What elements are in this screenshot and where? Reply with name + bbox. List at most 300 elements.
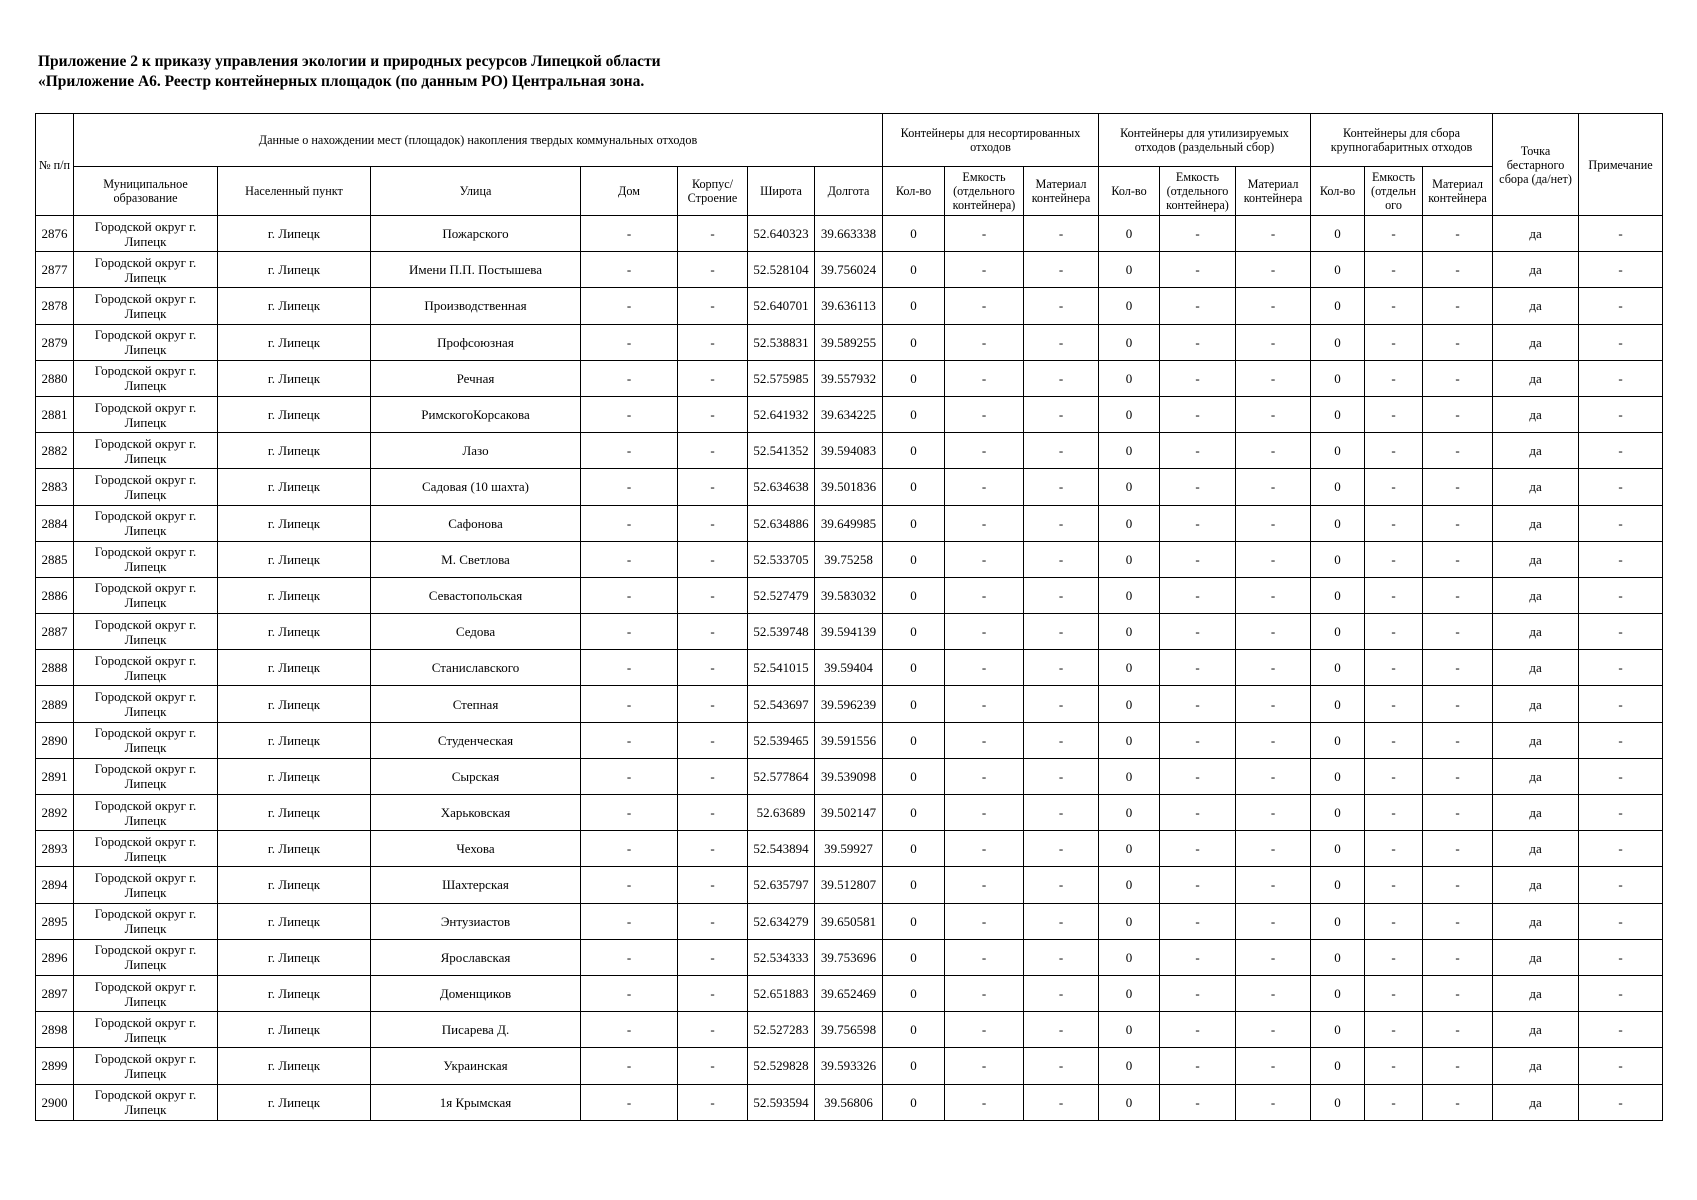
- cell-bulky-quantity: 0: [1311, 577, 1365, 613]
- header-bulk-collection-point: Точка бестарного сбора (да/нет): [1493, 114, 1579, 216]
- cell-row-number: 2879: [36, 324, 74, 360]
- cell-recyclable-capacity: -: [1160, 903, 1236, 939]
- cell-latitude: 52.635797: [748, 867, 815, 903]
- cell-unsorted-quantity: 0: [883, 396, 945, 432]
- cell-bulk-collection-point: да: [1493, 867, 1579, 903]
- cell-house: -: [581, 469, 678, 505]
- cell-settlement: г. Липецк: [218, 541, 371, 577]
- cell-house: -: [581, 433, 678, 469]
- cell-bulky-capacity: -: [1365, 650, 1423, 686]
- cell-longitude: 39.591556: [815, 722, 883, 758]
- cell-bulk-collection-point: да: [1493, 722, 1579, 758]
- cell-bulk-collection-point: да: [1493, 650, 1579, 686]
- cell-note: -: [1579, 216, 1663, 252]
- cell-recyclable-capacity: -: [1160, 505, 1236, 541]
- cell-recyclable-material: -: [1236, 686, 1311, 722]
- cell-recyclable-quantity: 0: [1099, 252, 1160, 288]
- document-title: [38, 52, 661, 92]
- cell-municipality: Городской округ г. Липецк: [74, 577, 218, 613]
- table-row: [36, 577, 1663, 613]
- header-recyclable-quantity: Кол-во: [1099, 167, 1160, 216]
- cell-row-number: 2898: [36, 1012, 74, 1048]
- cell-recyclable-quantity: 0: [1099, 686, 1160, 722]
- cell-building: -: [678, 939, 748, 975]
- cell-unsorted-quantity: 0: [883, 758, 945, 794]
- cell-latitude: 52.634638: [748, 469, 815, 505]
- cell-unsorted-material: -: [1024, 831, 1099, 867]
- cell-recyclable-capacity: -: [1160, 360, 1236, 396]
- cell-unsorted-material: -: [1024, 324, 1099, 360]
- cell-longitude: 39.594139: [815, 614, 883, 650]
- cell-recyclable-material: -: [1236, 360, 1311, 396]
- header-bulky-containers: Контейнеры для сбора крупногабаритных отходов: [1311, 114, 1493, 167]
- cell-bulky-material: -: [1423, 795, 1493, 831]
- cell-longitude: 39.594083: [815, 433, 883, 469]
- cell-latitude: 52.538831: [748, 324, 815, 360]
- cell-recyclable-capacity: -: [1160, 433, 1236, 469]
- cell-unsorted-quantity: 0: [883, 541, 945, 577]
- cell-house: -: [581, 722, 678, 758]
- cell-unsorted-capacity: -: [945, 288, 1024, 324]
- cell-house: -: [581, 360, 678, 396]
- cell-settlement: г. Липецк: [218, 939, 371, 975]
- cell-bulky-capacity: -: [1365, 505, 1423, 541]
- cell-building: -: [678, 505, 748, 541]
- cell-unsorted-material: -: [1024, 867, 1099, 903]
- cell-latitude: 52.527283: [748, 1012, 815, 1048]
- cell-latitude: 52.533705: [748, 541, 815, 577]
- cell-settlement: г. Липецк: [218, 216, 371, 252]
- cell-recyclable-capacity: -: [1160, 252, 1236, 288]
- cell-recyclable-material: -: [1236, 505, 1311, 541]
- cell-recyclable-capacity: -: [1160, 758, 1236, 794]
- header-recyclable-capacity: Емкость (отдельного контейнера): [1160, 167, 1236, 216]
- cell-settlement: г. Липецк: [218, 433, 371, 469]
- cell-row-number: 2886: [36, 577, 74, 613]
- cell-bulky-capacity: -: [1365, 795, 1423, 831]
- cell-recyclable-quantity: 0: [1099, 903, 1160, 939]
- cell-recyclable-material: -: [1236, 939, 1311, 975]
- cell-unsorted-material: -: [1024, 650, 1099, 686]
- cell-building: -: [678, 1048, 748, 1084]
- cell-bulk-collection-point: да: [1493, 433, 1579, 469]
- cell-unsorted-material: -: [1024, 433, 1099, 469]
- cell-municipality: Городской округ г. Липецк: [74, 433, 218, 469]
- header-unsorted-quantity: Кол-во: [883, 167, 945, 216]
- cell-row-number: 2885: [36, 541, 74, 577]
- cell-building: -: [678, 722, 748, 758]
- cell-unsorted-quantity: 0: [883, 216, 945, 252]
- cell-row-number: 2894: [36, 867, 74, 903]
- cell-longitude: 39.652469: [815, 975, 883, 1011]
- cell-note: -: [1579, 722, 1663, 758]
- cell-street: Седова: [371, 614, 581, 650]
- cell-unsorted-quantity: 0: [883, 1048, 945, 1084]
- cell-recyclable-capacity: -: [1160, 288, 1236, 324]
- cell-unsorted-material: -: [1024, 541, 1099, 577]
- cell-longitude: 39.756598: [815, 1012, 883, 1048]
- cell-unsorted-capacity: -: [945, 686, 1024, 722]
- cell-unsorted-capacity: -: [945, 324, 1024, 360]
- cell-street: Севастопольская: [371, 577, 581, 613]
- cell-latitude: 52.577864: [748, 758, 815, 794]
- cell-municipality: Городской округ г. Липецк: [74, 975, 218, 1011]
- cell-longitude: 39.583032: [815, 577, 883, 613]
- table-row: [36, 614, 1663, 650]
- cell-row-number: 2880: [36, 360, 74, 396]
- cell-bulky-quantity: 0: [1311, 831, 1365, 867]
- cell-recyclable-material: -: [1236, 614, 1311, 650]
- table-row: [36, 975, 1663, 1011]
- cell-note: -: [1579, 1012, 1663, 1048]
- header-unsorted-containers: Контейнеры для несортированных отходов: [883, 114, 1099, 167]
- cell-recyclable-capacity: -: [1160, 686, 1236, 722]
- cell-municipality: Городской округ г. Липецк: [74, 505, 218, 541]
- cell-recyclable-capacity: -: [1160, 722, 1236, 758]
- cell-unsorted-material: -: [1024, 252, 1099, 288]
- cell-recyclable-material: -: [1236, 288, 1311, 324]
- cell-unsorted-capacity: -: [945, 614, 1024, 650]
- cell-bulky-capacity: -: [1365, 758, 1423, 794]
- cell-settlement: г. Липецк: [218, 288, 371, 324]
- cell-street: Доменщиков: [371, 975, 581, 1011]
- cell-recyclable-capacity: -: [1160, 867, 1236, 903]
- cell-bulk-collection-point: да: [1493, 216, 1579, 252]
- cell-bulk-collection-point: да: [1493, 831, 1579, 867]
- cell-bulky-capacity: -: [1365, 216, 1423, 252]
- cell-row-number: 2899: [36, 1048, 74, 1084]
- cell-recyclable-capacity: -: [1160, 1012, 1236, 1048]
- cell-row-number: 2888: [36, 650, 74, 686]
- cell-municipality: Городской округ г. Липецк: [74, 686, 218, 722]
- cell-longitude: 39.593326: [815, 1048, 883, 1084]
- cell-row-number: 2891: [36, 758, 74, 794]
- cell-bulky-material: -: [1423, 831, 1493, 867]
- cell-municipality: Городской округ г. Липецк: [74, 252, 218, 288]
- cell-recyclable-capacity: -: [1160, 541, 1236, 577]
- cell-bulky-capacity: -: [1365, 614, 1423, 650]
- cell-unsorted-quantity: 0: [883, 975, 945, 1011]
- cell-street: Шахтерская: [371, 867, 581, 903]
- cell-bulky-quantity: 0: [1311, 1012, 1365, 1048]
- title-line-2: «Приложение А6. Реестр контейнерных площадок (по данным РО) Центральная зона.: [38, 73, 645, 90]
- cell-bulky-material: -: [1423, 433, 1493, 469]
- cell-house: -: [581, 505, 678, 541]
- cell-settlement: г. Липецк: [218, 758, 371, 794]
- header-street: Улица: [371, 167, 581, 216]
- cell-recyclable-capacity: -: [1160, 1048, 1236, 1084]
- table-row: [36, 505, 1663, 541]
- cell-settlement: г. Липецк: [218, 1012, 371, 1048]
- cell-bulky-material: -: [1423, 324, 1493, 360]
- cell-bulky-quantity: 0: [1311, 433, 1365, 469]
- cell-longitude: 39.649985: [815, 505, 883, 541]
- header-unsorted-capacity: Емкость (отдельного контейнера): [945, 167, 1024, 216]
- cell-bulky-material: -: [1423, 939, 1493, 975]
- cell-row-number: 2882: [36, 433, 74, 469]
- cell-longitude: 39.634225: [815, 396, 883, 432]
- cell-unsorted-capacity: -: [945, 758, 1024, 794]
- cell-house: -: [581, 867, 678, 903]
- cell-recyclable-quantity: 0: [1099, 469, 1160, 505]
- cell-unsorted-material: -: [1024, 577, 1099, 613]
- table-body: [36, 216, 1663, 1121]
- cell-building: -: [678, 288, 748, 324]
- cell-note: -: [1579, 758, 1663, 794]
- cell-street: Чехова: [371, 831, 581, 867]
- cell-bulk-collection-point: да: [1493, 288, 1579, 324]
- cell-municipality: Городской округ г. Липецк: [74, 216, 218, 252]
- cell-bulk-collection-point: да: [1493, 1084, 1579, 1120]
- cell-recyclable-material: -: [1236, 795, 1311, 831]
- cell-recyclable-capacity: -: [1160, 216, 1236, 252]
- cell-building: -: [678, 867, 748, 903]
- cell-unsorted-quantity: 0: [883, 867, 945, 903]
- cell-house: -: [581, 577, 678, 613]
- cell-unsorted-capacity: -: [945, 577, 1024, 613]
- cell-bulky-material: -: [1423, 505, 1493, 541]
- cell-settlement: г. Липецк: [218, 577, 371, 613]
- cell-note: -: [1579, 975, 1663, 1011]
- cell-unsorted-quantity: 0: [883, 831, 945, 867]
- cell-unsorted-capacity: -: [945, 1084, 1024, 1120]
- cell-bulk-collection-point: да: [1493, 1012, 1579, 1048]
- cell-latitude: 52.528104: [748, 252, 815, 288]
- cell-latitude: 52.527479: [748, 577, 815, 613]
- cell-recyclable-quantity: 0: [1099, 975, 1160, 1011]
- cell-bulky-quantity: 0: [1311, 216, 1365, 252]
- cell-house: -: [581, 541, 678, 577]
- cell-recyclable-material: -: [1236, 903, 1311, 939]
- cell-recyclable-quantity: 0: [1099, 614, 1160, 650]
- cell-recyclable-material: -: [1236, 324, 1311, 360]
- cell-latitude: 52.63689: [748, 795, 815, 831]
- cell-settlement: г. Липецк: [218, 505, 371, 541]
- cell-recyclable-material: -: [1236, 650, 1311, 686]
- cell-bulky-material: -: [1423, 216, 1493, 252]
- cell-note: -: [1579, 831, 1663, 867]
- cell-building: -: [678, 324, 748, 360]
- cell-recyclable-capacity: -: [1160, 469, 1236, 505]
- cell-building: -: [678, 433, 748, 469]
- cell-recyclable-quantity: 0: [1099, 360, 1160, 396]
- cell-municipality: Городской округ г. Липецк: [74, 614, 218, 650]
- cell-building: -: [678, 252, 748, 288]
- cell-bulk-collection-point: да: [1493, 939, 1579, 975]
- cell-longitude: 39.650581: [815, 903, 883, 939]
- cell-bulky-capacity: -: [1365, 975, 1423, 1011]
- cell-unsorted-capacity: -: [945, 1012, 1024, 1048]
- cell-note: -: [1579, 541, 1663, 577]
- header-longitude: Долгота: [815, 167, 883, 216]
- cell-bulky-capacity: -: [1365, 324, 1423, 360]
- cell-bulky-quantity: 0: [1311, 975, 1365, 1011]
- cell-recyclable-quantity: 0: [1099, 867, 1160, 903]
- cell-street: Студенческая: [371, 722, 581, 758]
- cell-note: -: [1579, 867, 1663, 903]
- cell-bulky-capacity: -: [1365, 577, 1423, 613]
- cell-house: -: [581, 614, 678, 650]
- cell-settlement: г. Липецк: [218, 722, 371, 758]
- cell-note: -: [1579, 903, 1663, 939]
- cell-street: Садовая (10 шахта): [371, 469, 581, 505]
- cell-recyclable-quantity: 0: [1099, 541, 1160, 577]
- cell-street: РимскогоКорсакова: [371, 396, 581, 432]
- cell-unsorted-material: -: [1024, 1012, 1099, 1048]
- header-unsorted-material: Материал контейнера: [1024, 167, 1099, 216]
- cell-unsorted-material: -: [1024, 614, 1099, 650]
- header-bulky-quantity: Кол-во: [1311, 167, 1365, 216]
- cell-unsorted-material: -: [1024, 975, 1099, 1011]
- cell-longitude: 39.663338: [815, 216, 883, 252]
- cell-recyclable-quantity: 0: [1099, 650, 1160, 686]
- cell-unsorted-capacity: -: [945, 795, 1024, 831]
- cell-recyclable-material: -: [1236, 831, 1311, 867]
- cell-settlement: г. Липецк: [218, 867, 371, 903]
- cell-bulky-quantity: 0: [1311, 324, 1365, 360]
- cell-row-number: 2878: [36, 288, 74, 324]
- table-row: [36, 686, 1663, 722]
- cell-recyclable-capacity: -: [1160, 975, 1236, 1011]
- cell-note: -: [1579, 324, 1663, 360]
- cell-bulky-capacity: -: [1365, 288, 1423, 324]
- cell-bulky-quantity: 0: [1311, 614, 1365, 650]
- cell-municipality: Городской округ г. Липецк: [74, 867, 218, 903]
- table-row: [36, 1084, 1663, 1120]
- cell-recyclable-quantity: 0: [1099, 831, 1160, 867]
- table-row: [36, 758, 1663, 794]
- cell-unsorted-material: -: [1024, 722, 1099, 758]
- cell-unsorted-quantity: 0: [883, 324, 945, 360]
- container-sites-registry-table: [35, 113, 1663, 1121]
- cell-row-number: 2893: [36, 831, 74, 867]
- cell-latitude: 52.541352: [748, 433, 815, 469]
- cell-bulky-quantity: 0: [1311, 1084, 1365, 1120]
- table-row: [36, 360, 1663, 396]
- cell-recyclable-capacity: -: [1160, 795, 1236, 831]
- cell-bulky-quantity: 0: [1311, 722, 1365, 758]
- cell-unsorted-capacity: -: [945, 433, 1024, 469]
- cell-bulky-material: -: [1423, 577, 1493, 613]
- cell-bulky-quantity: 0: [1311, 505, 1365, 541]
- cell-row-number: 2892: [36, 795, 74, 831]
- cell-longitude: 39.636113: [815, 288, 883, 324]
- cell-note: -: [1579, 433, 1663, 469]
- cell-unsorted-capacity: -: [945, 722, 1024, 758]
- cell-building: -: [678, 903, 748, 939]
- header-note: Примечание: [1579, 114, 1663, 216]
- cell-unsorted-material: -: [1024, 505, 1099, 541]
- cell-bulk-collection-point: да: [1493, 903, 1579, 939]
- table-row: [36, 1048, 1663, 1084]
- header-row-number: № п/п: [36, 114, 74, 216]
- cell-recyclable-material: -: [1236, 722, 1311, 758]
- cell-bulky-capacity: -: [1365, 939, 1423, 975]
- cell-latitude: 52.541015: [748, 650, 815, 686]
- cell-unsorted-capacity: -: [945, 252, 1024, 288]
- cell-municipality: Городской округ г. Липецк: [74, 541, 218, 577]
- table-row: [36, 396, 1663, 432]
- cell-row-number: 2889: [36, 686, 74, 722]
- cell-municipality: Городской округ г. Липецк: [74, 360, 218, 396]
- cell-bulky-capacity: -: [1365, 469, 1423, 505]
- cell-house: -: [581, 758, 678, 794]
- cell-unsorted-quantity: 0: [883, 939, 945, 975]
- cell-house: -: [581, 288, 678, 324]
- cell-bulky-material: -: [1423, 650, 1493, 686]
- cell-settlement: г. Липецк: [218, 650, 371, 686]
- cell-bulky-quantity: 0: [1311, 758, 1365, 794]
- cell-row-number: 2900: [36, 1084, 74, 1120]
- cell-recyclable-material: -: [1236, 577, 1311, 613]
- cell-settlement: г. Липецк: [218, 795, 371, 831]
- cell-building: -: [678, 975, 748, 1011]
- cell-bulky-capacity: -: [1365, 1048, 1423, 1084]
- cell-street: М. Светлова: [371, 541, 581, 577]
- cell-recyclable-material: -: [1236, 975, 1311, 1011]
- cell-bulky-quantity: 0: [1311, 795, 1365, 831]
- cell-unsorted-material: -: [1024, 686, 1099, 722]
- cell-unsorted-quantity: 0: [883, 505, 945, 541]
- cell-bulk-collection-point: да: [1493, 686, 1579, 722]
- cell-municipality: Городской округ г. Липецк: [74, 650, 218, 686]
- cell-row-number: 2884: [36, 505, 74, 541]
- cell-unsorted-quantity: 0: [883, 1084, 945, 1120]
- cell-latitude: 52.539465: [748, 722, 815, 758]
- cell-bulky-capacity: -: [1365, 831, 1423, 867]
- cell-street: Сафонова: [371, 505, 581, 541]
- cell-unsorted-quantity: 0: [883, 433, 945, 469]
- table-row: [36, 831, 1663, 867]
- cell-settlement: г. Липецк: [218, 1084, 371, 1120]
- cell-bulk-collection-point: да: [1493, 541, 1579, 577]
- cell-street: Пожарского: [371, 216, 581, 252]
- cell-note: -: [1579, 686, 1663, 722]
- cell-recyclable-quantity: 0: [1099, 722, 1160, 758]
- table-row: [36, 252, 1663, 288]
- cell-building: -: [678, 469, 748, 505]
- cell-bulky-material: -: [1423, 975, 1493, 1011]
- cell-street: Лазо: [371, 433, 581, 469]
- cell-unsorted-quantity: 0: [883, 1012, 945, 1048]
- cell-bulky-quantity: 0: [1311, 1048, 1365, 1084]
- cell-house: -: [581, 831, 678, 867]
- cell-recyclable-material: -: [1236, 541, 1311, 577]
- cell-street: Украинская: [371, 1048, 581, 1084]
- cell-building: -: [678, 396, 748, 432]
- cell-municipality: Городской округ г. Липецк: [74, 939, 218, 975]
- cell-unsorted-capacity: -: [945, 541, 1024, 577]
- cell-house: -: [581, 686, 678, 722]
- cell-bulky-quantity: 0: [1311, 252, 1365, 288]
- cell-recyclable-quantity: 0: [1099, 1084, 1160, 1120]
- cell-municipality: Городской округ г. Липецк: [74, 1048, 218, 1084]
- cell-bulky-material: -: [1423, 541, 1493, 577]
- cell-bulky-material: -: [1423, 288, 1493, 324]
- table-row: [36, 324, 1663, 360]
- cell-unsorted-material: -: [1024, 1048, 1099, 1084]
- cell-recyclable-quantity: 0: [1099, 795, 1160, 831]
- cell-settlement: г. Липецк: [218, 360, 371, 396]
- cell-municipality: Городской округ г. Липецк: [74, 288, 218, 324]
- header-settlement: Населенный пункт: [218, 167, 371, 216]
- cell-unsorted-quantity: 0: [883, 288, 945, 324]
- header-bulky-capacity: Емкость (отдельн ого: [1365, 167, 1423, 216]
- cell-street: Профсоюзная: [371, 324, 581, 360]
- cell-recyclable-quantity: 0: [1099, 1012, 1160, 1048]
- cell-row-number: 2887: [36, 614, 74, 650]
- header-bulky-material: Материал контейнера: [1423, 167, 1493, 216]
